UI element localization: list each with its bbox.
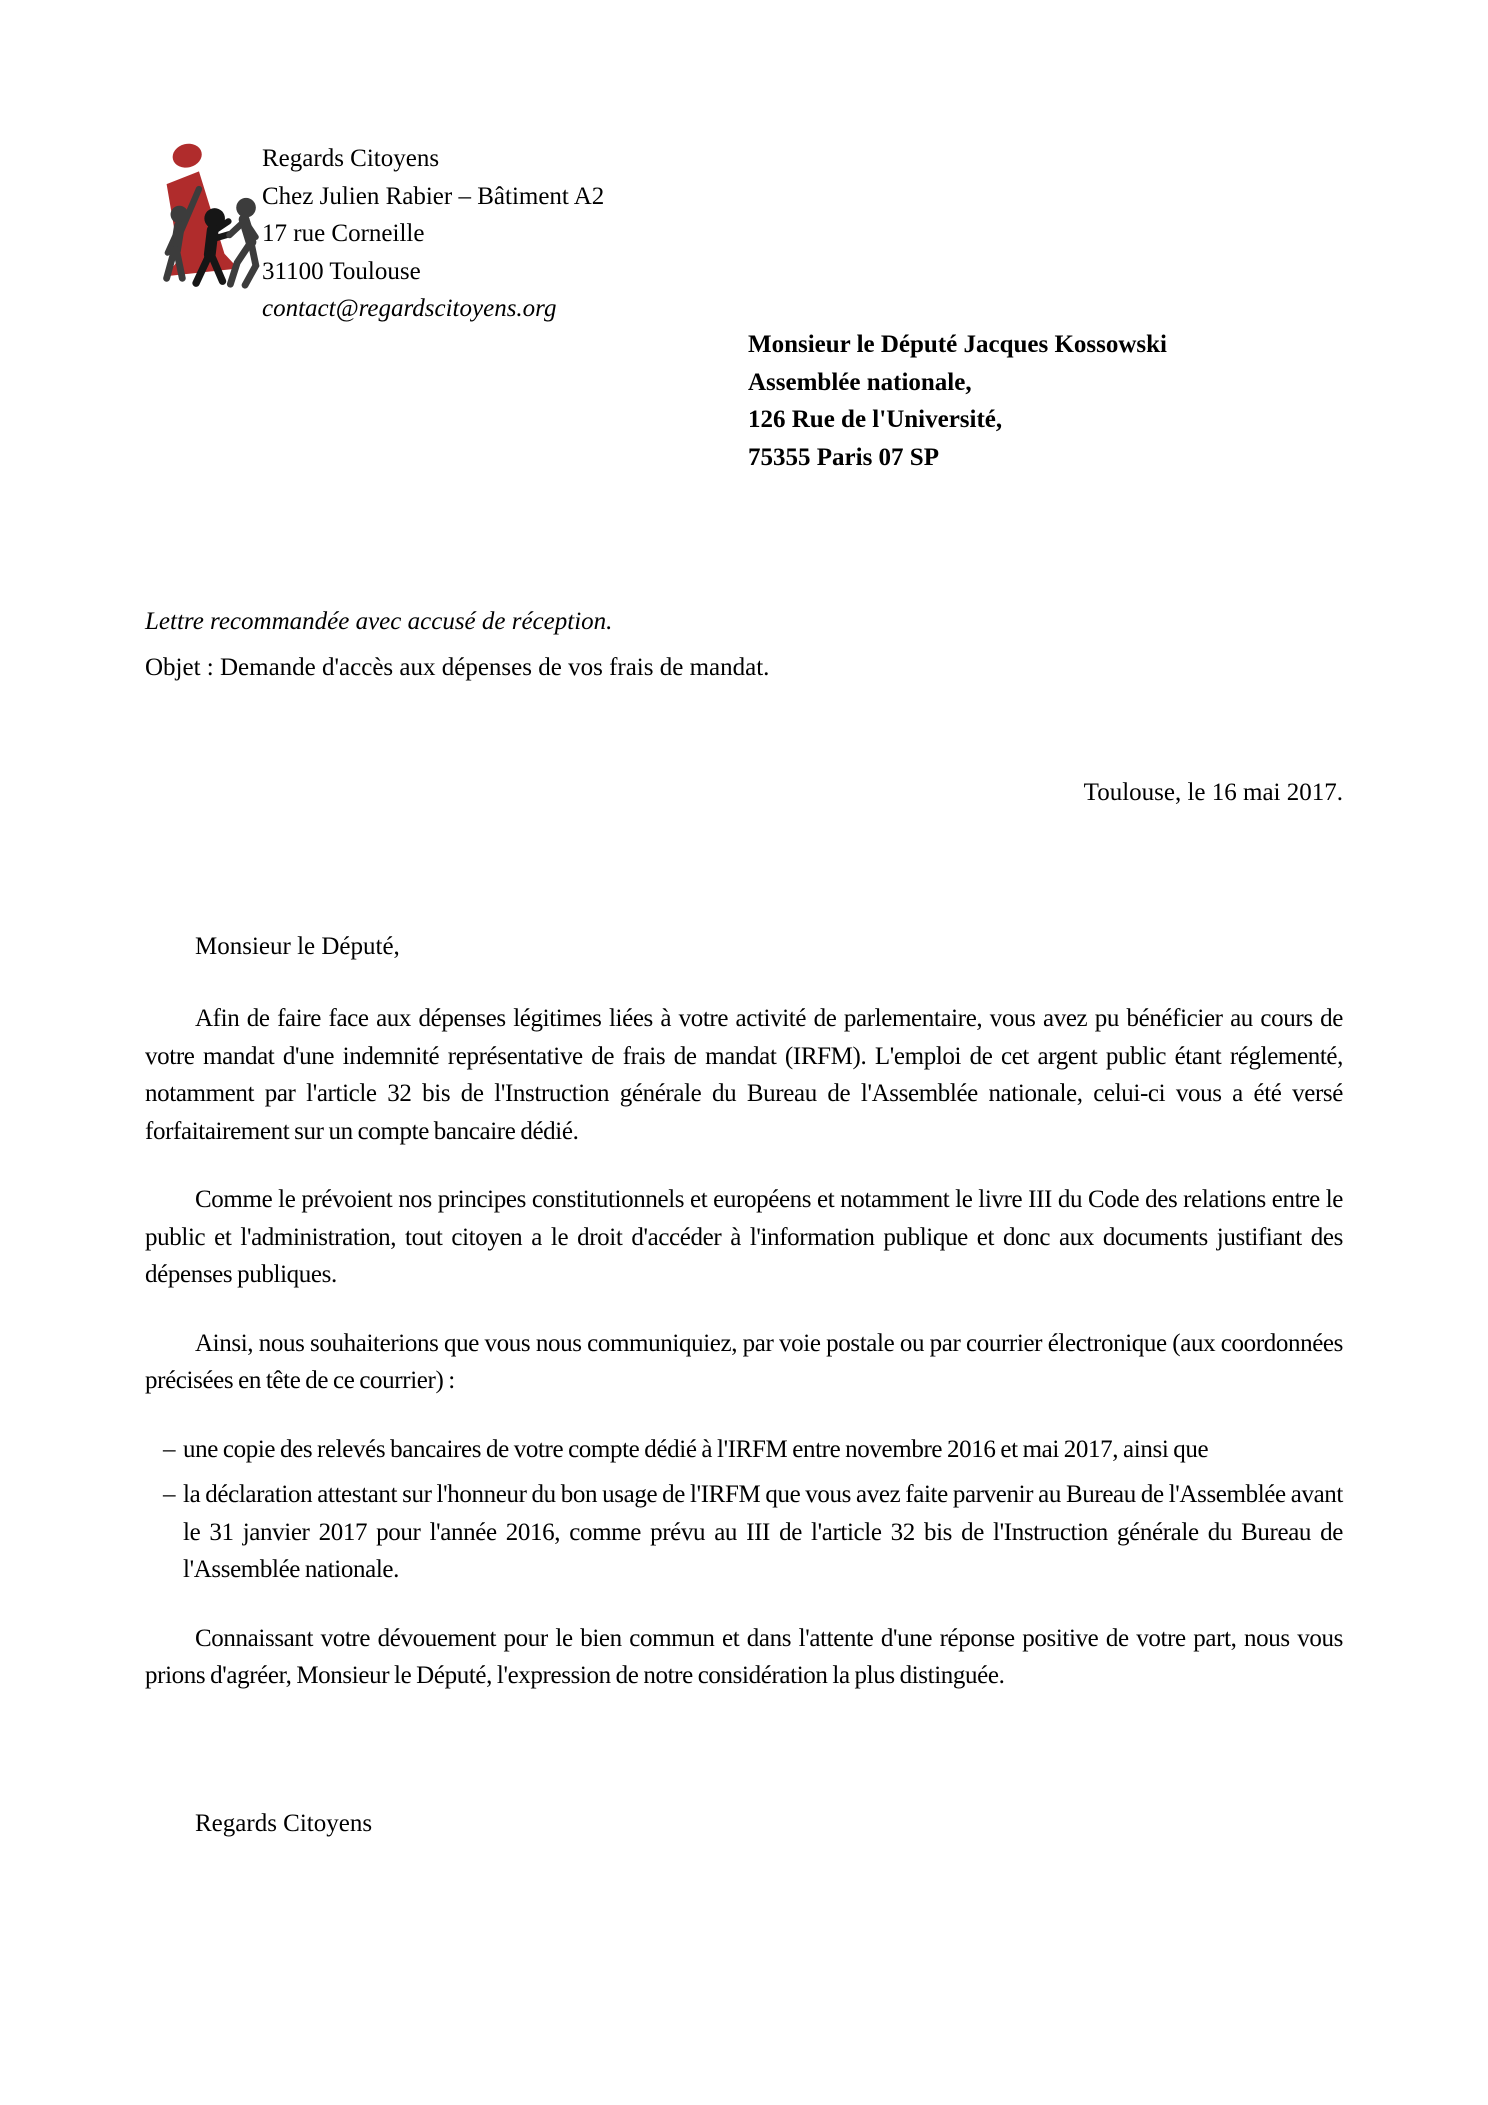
requested-documents-list (145, 1431, 1343, 1589)
registered-mail-notice: Lettre recommandée avec accusé de réception. (145, 608, 613, 635)
list-item (145, 1431, 1343, 1469)
recipient-city: 75355 Paris 07 SP (748, 443, 939, 471)
list-item-text: une copie des relevés bancaires de votre compte dédié à l'IRFM entre novembre 2016 et mai 2017, ainsi que (183, 1435, 1209, 1463)
sender-email: contact@regardscitoyens.org (262, 295, 557, 322)
date-line: Toulouse, le 16 mai 2017. (1083, 779, 1343, 806)
people-carrying-i-icon (135, 140, 260, 292)
sender-address-line-1: Chez Julien Rabier – Bâtiment A2 (262, 182, 605, 210)
signature: Regards Citoyens (195, 1810, 373, 1837)
paragraph-request: Ainsi, nous souhaiterions que vous nous communiquiez, par voie postale ou par courrier électronique (aux coordonnées précisées en tête de ce courrier) : (145, 1329, 1343, 1394)
subject-block (145, 603, 769, 694)
recipient-name: Monsieur le Député Jacques Kossowski (748, 331, 1168, 358)
salutation: Monsieur le Député, (195, 933, 400, 960)
regards-citoyens-logo (135, 140, 260, 292)
recipient-address-block (748, 326, 1167, 476)
paragraph-closing: Connaissant votre dévouement pour le bien commun et dans l'attente d'une réponse positive de votre part, nous vous prions d'agréer, Monsieur le Député, l'expression de notre considération la plus distinguée. (145, 1624, 1343, 1689)
letter-body (145, 1000, 1343, 1695)
sender-address-line-2: 17 rue Corneille (262, 220, 425, 247)
list-item-text: la déclaration attestant sur l'honneur du bon usage de l'IRFM que vous avez faite parvenir au Bureau de l'Assemblée avant le 31 janvier 2017 pour l'année 2016, comme prévu au III de l'article 32 bis de l'Instruction générale du Bureau de l'Assemblée nationale. (183, 1481, 1343, 1583)
recipient-institution: Assemblée nationale, (748, 368, 972, 396)
subject-line: Objet : Demande d'accès aux dépenses de vos frais de mandat. (145, 653, 770, 681)
recipient-street: 126 Rue de l'Université, (748, 406, 1003, 433)
sender-address-block (262, 140, 604, 328)
list-item (145, 1476, 1343, 1589)
paragraph-legal-basis: Comme le prévoient nos principes constitutionnels et européens et notamment le livre III du Code des relations entre le public et l'administration, tout citoyen a le droit d'accéder à l'information publique et donc aux documents justifiant des dépenses publiques. (145, 1186, 1343, 1288)
paragraph-irfm-intro: Afin de faire face aux dépenses légitimes liées à votre activité de parlementaire, vous avez pu bénéficier au cours de votre mandat d'une indemnité représentative de frais de mandat (IRFM). L'emploi de cet argent public étant réglementé, notamment par l'article 32 bis de l'Instruction générale du Bureau de l'Assemblée nationale, celui-ci vous a été versé forfaitairement sur un compte bancaire dédié. (145, 1005, 1343, 1145)
sender-address-line-3: 31100 Toulouse (262, 257, 421, 285)
list-dash-marker: – (163, 1435, 176, 1463)
list-dash-marker: – (163, 1481, 176, 1508)
sender-name: Regards Citoyens (262, 145, 440, 172)
